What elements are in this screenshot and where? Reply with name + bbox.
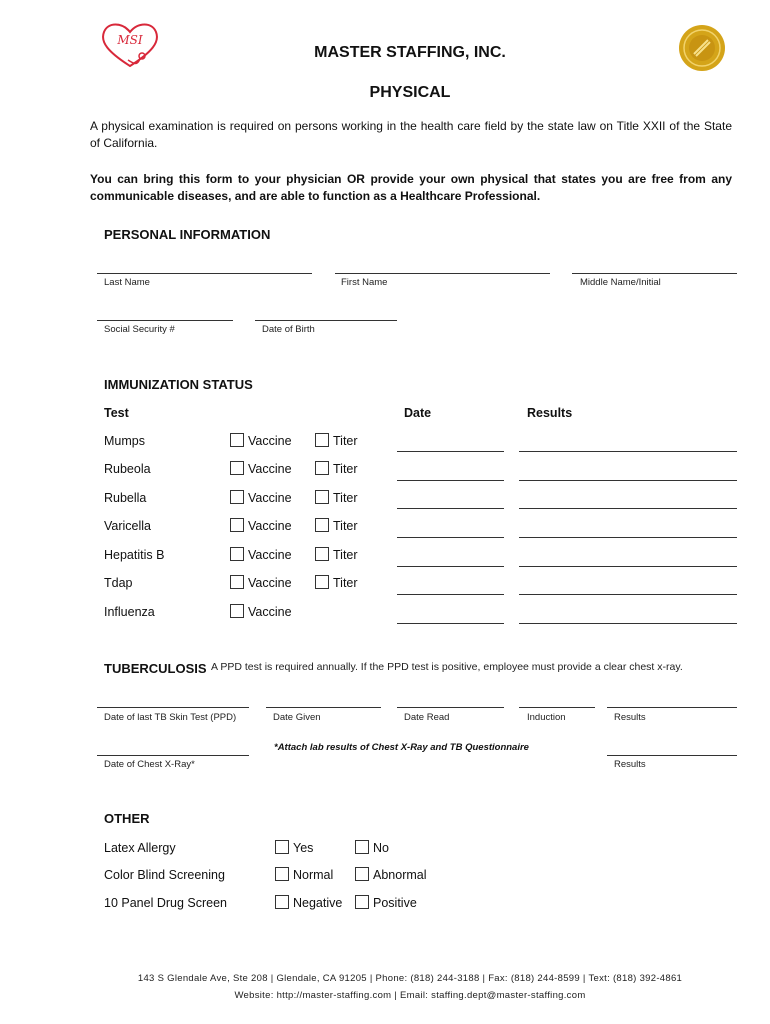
- date-field[interactable]: [397, 566, 504, 567]
- col-test-header: Test: [104, 406, 129, 420]
- color-normal-label: Normal: [293, 868, 334, 882]
- ssn-field[interactable]: [97, 320, 233, 321]
- col-date-header: Date: [404, 406, 432, 420]
- ssn-label: Social Security #: [104, 324, 175, 335]
- latex-allergy-label: Latex Allergy: [104, 841, 176, 855]
- induction-field[interactable]: [519, 707, 595, 708]
- date-given-field[interactable]: [266, 707, 381, 708]
- col-results-header: Results: [527, 406, 573, 420]
- latex-no-checkbox[interactable]: [355, 840, 369, 854]
- titer-checkbox[interactable]: [315, 490, 329, 504]
- results-field[interactable]: [519, 480, 737, 481]
- drug-negative-label: Negative: [293, 896, 343, 910]
- personal-info-heading: PERSONAL INFORMATION: [104, 227, 271, 242]
- titer-label: Titer: [333, 548, 358, 562]
- tb-results-label: Results: [614, 712, 646, 723]
- vaccine-checkbox[interactable]: [230, 461, 244, 475]
- vaccine-label: Vaccine: [248, 462, 292, 476]
- immunization-heading: IMMUNIZATION STATUS: [104, 377, 253, 392]
- middle-name-field[interactable]: [572, 273, 737, 274]
- test-name: Hepatitis B: [104, 548, 165, 562]
- vaccine-label: Vaccine: [248, 605, 292, 619]
- date-read-label: Date Read: [404, 712, 450, 723]
- footer-web-email: Website: http://master-staffing.com | Email: staffing.dept@master-staffing.com: [234, 990, 586, 1001]
- drug-screen-label: 10 Panel Drug Screen: [104, 896, 227, 910]
- first-name-label: First Name: [341, 277, 388, 288]
- tuberculosis-heading: TUBERCULOSIS: [104, 661, 207, 676]
- titer-checkbox[interactable]: [315, 433, 329, 447]
- dob-field[interactable]: [255, 320, 397, 321]
- xray-results-label: Results: [614, 759, 646, 770]
- results-field[interactable]: [519, 537, 737, 538]
- company-name: MASTER STAFFING, INC.: [314, 44, 506, 61]
- date-read-field[interactable]: [397, 707, 504, 708]
- induction-label: Induction: [527, 712, 566, 723]
- test-name: Varicella: [104, 519, 152, 533]
- results-field[interactable]: [519, 451, 737, 452]
- color-abnormal-label: Abnormal: [373, 868, 427, 882]
- results-field[interactable]: [519, 508, 737, 509]
- vaccine-checkbox[interactable]: [230, 433, 244, 447]
- vaccine-checkbox[interactable]: [230, 575, 244, 589]
- test-name: Rubeola: [104, 462, 151, 476]
- dob-label: Date of Birth: [262, 324, 315, 335]
- date-field[interactable]: [397, 508, 504, 509]
- xray-results-field[interactable]: [607, 755, 737, 756]
- titer-checkbox[interactable]: [315, 461, 329, 475]
- titer-label: Titer: [333, 491, 358, 505]
- color-normal-checkbox[interactable]: [275, 867, 289, 881]
- drug-negative-checkbox[interactable]: [275, 895, 289, 909]
- date-field[interactable]: [397, 480, 504, 481]
- vaccine-label: Vaccine: [248, 576, 292, 590]
- results-field[interactable]: [519, 594, 737, 595]
- tb-results-field[interactable]: [607, 707, 737, 708]
- titer-label: Titer: [333, 519, 358, 533]
- vaccine-label: Vaccine: [248, 434, 292, 448]
- date-field[interactable]: [397, 594, 504, 595]
- vaccine-checkbox[interactable]: [230, 604, 244, 618]
- vaccine-label: Vaccine: [248, 491, 292, 505]
- date-field[interactable]: [397, 537, 504, 538]
- titer-label: Titer: [333, 434, 358, 448]
- test-name: Rubella: [104, 491, 147, 505]
- last-tb-test-label: Date of last TB Skin Test (PPD): [104, 712, 237, 723]
- date-field[interactable]: [397, 451, 504, 452]
- test-name: Influenza: [104, 605, 155, 619]
- titer-checkbox[interactable]: [315, 518, 329, 532]
- titer-checkbox[interactable]: [315, 547, 329, 561]
- date-given-label: Date Given: [273, 712, 321, 723]
- titer-checkbox[interactable]: [315, 575, 329, 589]
- latex-no-label: No: [373, 841, 389, 855]
- latex-yes-label: Yes: [293, 841, 314, 855]
- ppd-note: A PPD test is required annually. If the PPD test is positive, employee must provide a clear chest x-ray.: [211, 661, 683, 673]
- last-tb-test-field[interactable]: [97, 707, 249, 708]
- latex-yes-checkbox[interactable]: [275, 840, 289, 854]
- titer-label: Titer: [333, 462, 358, 476]
- intro-paragraph: A physical examination is required on persons working in the health care field by the state law on Title XXII of the State of California.: [90, 119, 732, 150]
- test-name: Mumps: [104, 434, 145, 448]
- test-name: Tdap: [104, 576, 133, 590]
- footer-contact: 143 S Glendale Ave, Ste 208 | Glendale, CA 91205 | Phone: (818) 244-3188 | Fax: (818) 244-8599 | Text: (818) 392-4861: [137, 973, 683, 984]
- svg-text:MSI: MSI: [117, 33, 143, 47]
- vaccine-checkbox[interactable]: [230, 518, 244, 532]
- chest-xray-date-label: Date of Chest X-Ray*: [104, 759, 195, 770]
- chest-xray-date-field[interactable]: [97, 755, 249, 756]
- vaccine-checkbox[interactable]: [230, 547, 244, 561]
- document-title: PHYSICAL: [369, 84, 451, 101]
- drug-positive-checkbox[interactable]: [355, 895, 369, 909]
- vaccine-checkbox[interactable]: [230, 490, 244, 504]
- titer-label: Titer: [333, 576, 358, 590]
- middle-name-label: Middle Name/Initial: [580, 277, 661, 288]
- attach-note: *Attach lab results of Chest X-Ray and TB Questionnaire: [274, 742, 529, 753]
- other-heading: OTHER: [104, 811, 150, 826]
- last-name-label: Last Name: [104, 277, 150, 288]
- color-abnormal-checkbox[interactable]: [355, 867, 369, 881]
- color-blind-label: Color Blind Screening: [104, 868, 225, 882]
- first-name-field[interactable]: [335, 273, 550, 274]
- vaccine-label: Vaccine: [248, 519, 292, 533]
- last-name-field[interactable]: [97, 273, 312, 274]
- drug-positive-label: Positive: [373, 896, 417, 910]
- results-field[interactable]: [519, 623, 737, 624]
- vaccine-label: Vaccine: [248, 548, 292, 562]
- instructions-paragraph: You can bring this form to your physician OR provide your own physical that states you are free from any communicable diseases, and are able to function as a Healthcare Professional.: [90, 172, 732, 203]
- results-field[interactable]: [519, 566, 737, 567]
- date-field[interactable]: [397, 623, 504, 624]
